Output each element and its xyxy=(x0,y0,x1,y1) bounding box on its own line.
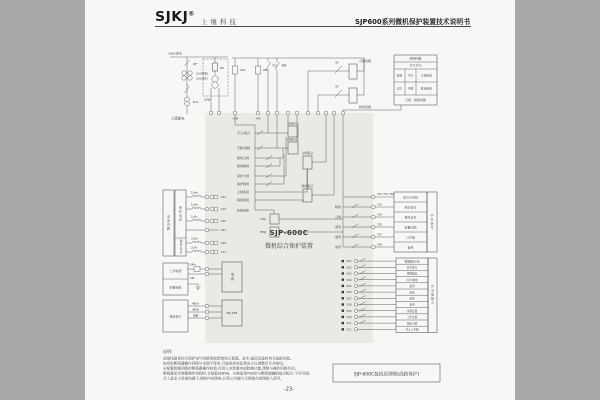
binary-table xyxy=(396,258,437,332)
pt-branch xyxy=(203,57,228,115)
logic-trip-mon: 跳闸监视 xyxy=(237,198,250,202)
signal-top-term: 706 xyxy=(389,193,394,196)
signal-term-number: 701 xyxy=(377,203,382,207)
manual-page xyxy=(85,0,515,400)
ct-protect-label: 3LH(保护) xyxy=(196,77,209,81)
signal-table-row: 预告信号 xyxy=(404,205,417,210)
signal-term-number: 703 xyxy=(377,213,382,217)
ct-terminal-number: 103 xyxy=(221,208,226,211)
signal-term-number: 707 xyxy=(377,233,382,237)
power-module-label: 电源 xyxy=(230,272,234,282)
note-line: 开入量定义见接线端子,微机内部供电,仅将公共端与无源接点按图接入即可。 xyxy=(163,376,284,381)
control-table-cell: 手跳 xyxy=(407,86,414,91)
power-wire2-label: KM- xyxy=(190,276,195,280)
registered-mark: ® xyxy=(188,10,195,18)
logic-prot-close: 保护合闸 xyxy=(237,174,250,178)
ground-icon xyxy=(188,284,201,290)
note-line: 如实际断路器操作回路与本图不符时,可按现场实际情况予以调整后合并接线。 xyxy=(163,361,287,366)
ct-prot-label: 保护电流 xyxy=(178,206,183,222)
control-table-cell: 跳闸检查 xyxy=(420,86,433,91)
binary-term-number: 503 xyxy=(346,272,352,276)
binary-term-number: 504 xyxy=(346,278,352,282)
binary-table-row: 备用 xyxy=(409,285,415,289)
control-table-cell: 合闸检查 xyxy=(420,73,433,78)
binary-table-row: 远方/就地 xyxy=(406,278,418,282)
control-table-cell: 手合 xyxy=(407,73,414,78)
signal-top-term: 702 xyxy=(377,193,382,196)
signal-contact-label: 合闸 xyxy=(334,215,341,220)
signal-table-row: 装置闭锁 xyxy=(404,225,417,230)
logic-hwj: HWJ xyxy=(260,230,267,234)
notes-section xyxy=(163,348,312,381)
binary-term-number: 501 xyxy=(346,260,352,264)
signal-term-number: 705 xyxy=(377,223,382,227)
notes-title: 说明: xyxy=(163,349,173,354)
neg-bus-label: -KM xyxy=(255,117,261,121)
close-coil-label: 合闸线圈 xyxy=(359,59,372,63)
ct-winding-label: 1LHb xyxy=(191,203,198,207)
signal-contact-label: 备用 xyxy=(334,225,341,230)
binary-table-row: 弹簧储能 xyxy=(406,272,418,276)
binary-term-number: 511 xyxy=(346,322,352,326)
binary-table-side-label: 开关量输入 xyxy=(430,285,435,305)
logic-local-trip: 就地跳闸 xyxy=(237,164,250,168)
fuse2-label: 2RD xyxy=(263,69,269,72)
control-table-row2: 空气开关 xyxy=(409,63,422,68)
device-model: SJP-600C xyxy=(269,229,309,237)
fuse1-label: 1RD xyxy=(240,69,246,72)
binary-term-number: 506 xyxy=(346,291,352,295)
ct-terminal-number: 101 xyxy=(221,196,226,199)
pt-label: 1YH xyxy=(204,98,211,102)
breaker-label: QF xyxy=(193,62,198,66)
control-table-cell: 就地 xyxy=(396,73,403,78)
binary-term-number: 510 xyxy=(346,316,352,319)
company-name: 上继科技 xyxy=(201,18,239,26)
binary-term-number: 505 xyxy=(346,285,352,288)
ct-neutral-row xyxy=(186,228,226,232)
bus-label: 10kV母线 xyxy=(168,51,182,56)
control-power-circuit xyxy=(232,58,401,113)
binary-table-row: 备用 xyxy=(409,291,415,295)
document-title: SJP600系列微机保护装置技术说明书 xyxy=(355,18,470,26)
signal-table-side-label: 中央信号 xyxy=(430,214,434,230)
signal-contact-label: 备用 xyxy=(334,245,341,250)
signal-top-term: 704 xyxy=(383,193,388,196)
ct-terminal-number: 107 xyxy=(221,229,226,232)
power-row1: 工作电源 xyxy=(169,269,182,274)
note-line: 未配置防跳回路的断路器操作机构,可投入本装置内部防跳功能,逻辑与操作回路共用。 xyxy=(163,366,299,371)
binary-term-number: 509 xyxy=(346,309,352,313)
binary-table-row: 工作位置 xyxy=(406,316,418,320)
binary-term-number: 512 xyxy=(346,328,352,332)
comm-wire1-label: 485A xyxy=(192,302,199,306)
wiring-diagram xyxy=(85,0,515,400)
control-table xyxy=(394,55,437,105)
ct-winding-label: 2LHa xyxy=(191,237,198,241)
ct-terminal-number: 105 xyxy=(221,220,226,223)
logic-close-out: 合闸出口 xyxy=(286,121,300,126)
logic-close-mon: 合闸监视 xyxy=(237,190,250,194)
comm-module-label: RS-485 xyxy=(226,311,238,316)
ct-winding-label: 1LHc xyxy=(191,215,198,219)
ct-measure-label: 2LH(测量) xyxy=(196,72,209,76)
note-line: 断路器采用弹簧操作机构时,合闸监视HWJ、分闸监视TWJ应与断路器辅助接点配合,不可对调。 xyxy=(163,371,313,376)
ct-winding-label: 2LHc xyxy=(191,246,198,250)
signal-contact-label: 跳闸 xyxy=(334,205,341,210)
breaker-aux1-label: QF xyxy=(335,61,339,65)
note-line: 此接线图是综合保护电气回路的典型接线示意图。其中,遥信及遥控均为选配功能。 xyxy=(163,356,294,361)
logic-manual-trip: 手跳/遥跳 xyxy=(237,146,251,150)
pos-bus-label: +KM xyxy=(231,117,239,121)
logic-local-close: 就地合闸 xyxy=(237,156,250,160)
logic-prot-trip: 保护跳闸 xyxy=(237,182,250,186)
device-name: 微机综合保护装置 xyxy=(264,243,314,250)
binary-table-row: 备用 xyxy=(409,303,415,307)
power-row2: 装置接地 xyxy=(169,285,182,290)
figure-caption: SJP-600C接线原理图(线路保护) xyxy=(353,372,420,378)
power-wire1-label: KM+ xyxy=(190,263,197,267)
control-table-cell: 远方 xyxy=(396,86,403,91)
ct-winding-label: 1LHa xyxy=(191,191,198,195)
comm-wire3-label: 屏蔽 xyxy=(193,314,199,318)
manual-trip-switch-label: 手跳 xyxy=(281,64,287,68)
breaker-aux2-label: QF xyxy=(335,85,339,89)
logic-twj: TWJ xyxy=(260,217,266,221)
logic-close-ind: 合闸指示 xyxy=(301,151,314,155)
ct-terminal-number: 111 xyxy=(221,251,226,254)
ct-meas-label: 测量电流 xyxy=(179,239,182,255)
binary-table-row: 备用 xyxy=(409,297,415,301)
ct-main-label: 1LH xyxy=(192,100,199,104)
binary-table-row: 接地刀闸 xyxy=(406,322,418,326)
binary-term-number: 508 xyxy=(346,303,352,307)
binary-table-row: 试验位置 xyxy=(406,309,418,313)
binary-term-number: 502 xyxy=(346,266,352,270)
feeder-label: 上级配电 xyxy=(171,116,185,121)
logic-antipump: 防跳闭锁 xyxy=(237,208,250,213)
binary-table-row: 开入公共端 xyxy=(405,328,419,332)
control-table-row5: 合闸、跳闸回路 xyxy=(404,98,427,103)
caption xyxy=(333,364,440,382)
ct-loop-label: 电流回路 xyxy=(166,215,171,231)
comm-box-label: 通信接口 xyxy=(169,314,182,319)
device-box xyxy=(205,113,373,343)
logic-manual-close: 手合/遥合 xyxy=(237,131,251,135)
binary-table-row: 信号复归 xyxy=(406,266,418,270)
binary-table-row: 数据通信A/B xyxy=(404,260,420,264)
page-number: -23- xyxy=(284,386,294,393)
signal-term-number: 709 xyxy=(377,243,382,247)
pt-fuse-label: RD xyxy=(220,67,224,70)
signal-table xyxy=(394,192,437,252)
manual-close-switch-label: 手合 xyxy=(272,64,278,68)
logo-text: SJKJ xyxy=(155,9,189,25)
binary-term-number: 507 xyxy=(346,297,352,301)
signal-table-row: 公共端 xyxy=(405,235,416,240)
comm-wire2-label: 485B xyxy=(192,308,199,312)
ct-terminal-number: 109 xyxy=(221,242,226,245)
signal-table-row: 信号小母线 xyxy=(402,195,419,200)
signal-contact-label: 备用 xyxy=(334,235,341,240)
control-table-row1: 控制回路 xyxy=(409,56,422,61)
signal-table-row: 事故信号 xyxy=(404,215,417,220)
logic-trip-ind: 跳闸指示 xyxy=(301,184,314,188)
signal-table-row: 备用 xyxy=(407,245,414,250)
logic-trip-out: 跳闸出口 xyxy=(286,137,300,142)
trip-coil-label: 跳闸线圈 xyxy=(359,105,372,109)
